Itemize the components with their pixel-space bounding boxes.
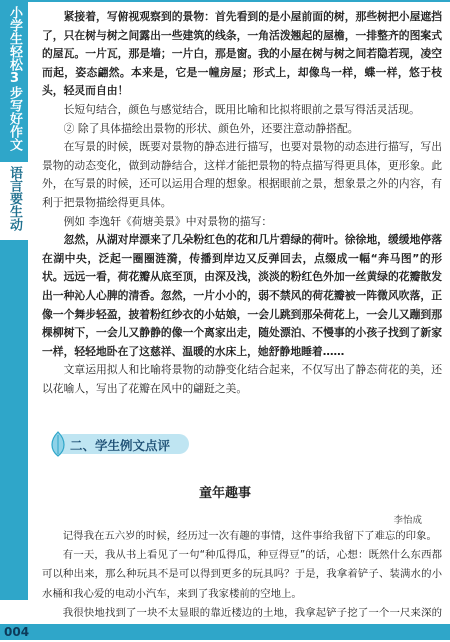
- page-number: 004: [4, 625, 30, 639]
- paragraph: 文章运用拟人和比喻将景物的动静变化结合起来，不仅写出了静态荷花的美，还以花喻人，写出了花瓣在风中的翩跹之美。: [42, 363, 442, 395]
- paragraph: 在写景的时候，既要对景物的静态进行描写，也要对景物的动态进行描写，写出景物的动态变化，做到动静结合，这样才能把景物的特点描写得更具体，更形象。此外，在写景的时候，还可以运用合理的想象。根据眼前之景，想象景之外的内容，有利于把景物描绘得更具体。: [42, 140, 442, 209]
- section-heading-label: 二、学生例文点评: [70, 438, 171, 453]
- quoted-passage: 忽然，从湖对岸漂来了几朵粉红色的花和几片碧绿的荷叶。徐徐地，缓缓地停落在湖中央，泛起一圈圈涟漪，传播到岸边又反弹回去，点缀成一幅“奔马图”的形状。远远一看，荷花瓣从底至顶，由深及浅，淡淡的粉红色外加一丝黄绿的花瓣散发出一种沁人心脾的清香。忽然，一片小小的，弱不禁风的荷花瓣被一阵微风吹落，正像一个舞步轻盈，披着粉红纱衣的小姑娘，一会儿跳到那朵荷花上，一会儿又蹦到那棵柳树下，一会儿又静静的像一个离家出走，随处漂泊、不慢事的小孩子找到了新家一样，轻轻地卧在了这慈祥、温暖的水床上，她舒静地睡着……: [42, 233, 442, 358]
- section-heading: [40, 430, 190, 458]
- paragraph: 紧接着，写俯视观察到的景物：首先看到的是小屋前面的树，那些树把小屋遮挡了，只在树与树之间露出一些建筑的线条，一角活泼翘起的屋檐，一排整齐的图案式的屋瓦。一片瓦，那是墙；一片白，那是窗。我的小屋在树与树之间若隐若现，凌空而起，姿态翩然。本来是，它是一幢房屋；形式上，却像鸟一样，蝶一样，悠于枝头，轻灵而自由！: [42, 10, 442, 98]
- top-rule: [28, 0, 450, 2]
- footer-band: [0, 624, 450, 640]
- essay-title: 童年趣事: [198, 486, 251, 501]
- essay-paragraph: 有一天，我从书上看见了一句“种瓜得瓜，种豆得豆”的话，心想：既然什么东西都可以种出来，那么种玩具不是可以得到更多的玩具吗？于是，我拿着铲子、装满水的小水桶和我心爱的电动小汽车，来到了我家楼前的空地上。: [42, 549, 442, 600]
- book-title: 小学生轻松3步写好作文: [7, 6, 22, 151]
- chapter-tag: [0, 162, 28, 240]
- essay-author: 李怡成: [393, 515, 422, 526]
- paragraph: 长短句结合，颜色与感觉结合，既用比喻和比拟将眼前之景写得活灵活现。: [63, 102, 420, 116]
- paragraph: ② 除了具体描绘出景物的形状、颜色外，还要注意动静搭配。: [63, 121, 359, 135]
- leaf-icon: [48, 430, 68, 458]
- paragraph: 例如 李逸轩《荷塘美景》中对景物的描写：: [63, 214, 273, 228]
- essay-paragraph: 我很快地找到了一块不太显眼的靠近楼边的土地，我拿起铲子挖了一个一尺来深的: [62, 606, 442, 619]
- essay-paragraph: 记得我在五六岁的时候，经历过一次有趣的事情，这件事给我留下了难忘的印象。: [62, 530, 437, 542]
- chapter-tag-label: 语言要生动: [7, 166, 22, 231]
- main-text: [42, 8, 442, 398]
